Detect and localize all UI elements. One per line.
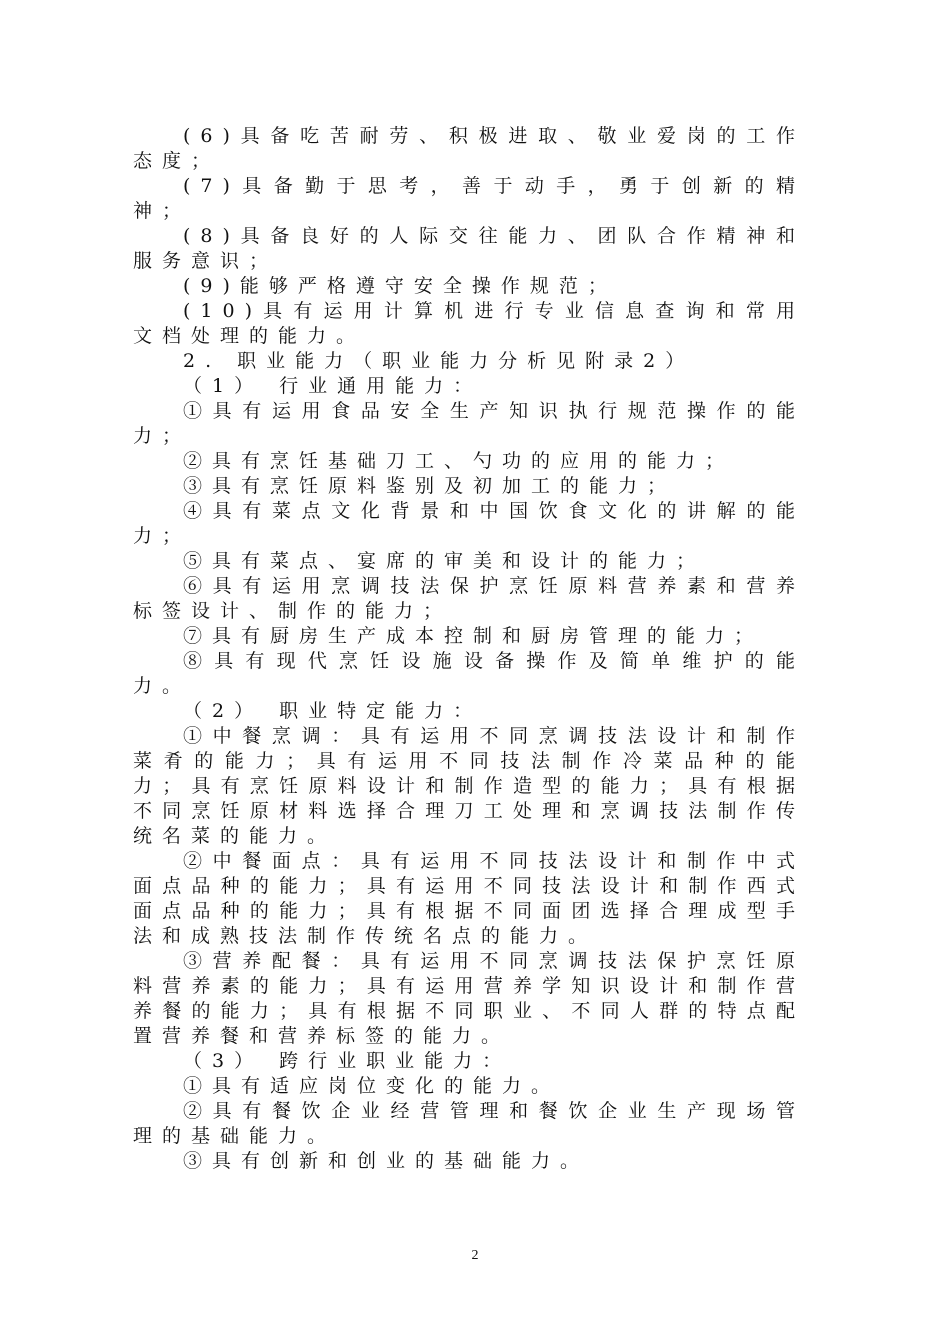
list-item-kitchen-management: ⑦具有厨房生产成本控制和厨房管理的能力； xyxy=(183,625,764,647)
subheading-general-ability: （1） 行业通用能力： xyxy=(183,375,483,397)
paragraph-computer: (10)具有运用计算机进行专业信息查询和常用文档处理的能力。 xyxy=(133,300,805,347)
list-item-food-safety: ①具有运用食品安全生产知识执行规范操作的能力； xyxy=(133,400,805,447)
list-item-business-management: ②具有餐饮企业经营管理和餐饮企业生产现场管理的基础能力。 xyxy=(133,1100,805,1147)
list-item-nutrition-label: ⑥具有运用烹调技法保护烹饪原料营养素和营养标签设计、制作的能力； xyxy=(133,575,805,622)
list-item-chinese-pastry: ②中餐面点：具有运用不同技法设计和制作中式面点品种的能力；具有运用不同技法设计和制作西式面点品种的能力；具有根据不同面团选择合理成型手法和成熟技法制作传统名点的能力。 xyxy=(133,850,805,947)
list-item-innovation: ③具有创新和创业的基础能力。 xyxy=(183,1150,590,1172)
paragraph-safety: (9)能够严格遵守安全操作规范； xyxy=(183,275,617,297)
paragraph-thinking: (7)具备勤于思考，善于动手，勇于创新的精神； xyxy=(133,175,805,222)
paragraph-teamwork: (8)具备良好的人际交往能力、团队合作精神和服务意识； xyxy=(133,225,805,272)
list-item-chinese-cooking: ①中餐烹调：具有运用不同烹调技法设计和制作菜肴的能力；具有运用不同技法制作冷菜品种的能力；具有烹饪原料设计和制作造型的能力；具有根据不同烹饪原材料选择合理刀工处理和烹调技法制作传统名菜的能力。 xyxy=(133,725,805,847)
list-item-banquet-design: ⑤具有菜点、宴席的审美和设计的能力； xyxy=(183,550,706,572)
subheading-specific-ability: （2） 职业特定能力： xyxy=(183,700,483,722)
list-item-food-culture: ④具有菜点文化背景和中国饮食文化的讲解的能力； xyxy=(133,500,805,547)
paragraph-attitude: (6)具备吃苦耐劳、积极进取、敬业爱岗的工作态度； xyxy=(133,125,805,172)
list-item-nutrition-catering: ③营养配餐：具有运用不同烹调技法保护烹饪原料营养素的能力；具有运用营养学知识设计和制作营养餐的能力；具有根据不同职业、不同人群的特点配置营养餐和营养标签的能力。 xyxy=(133,950,805,1047)
list-item-equipment-maintenance: ⑧具有现代烹饪设施设备操作及简单维护的能力。 xyxy=(133,650,805,697)
list-item-knife-skills: ②具有烹饪基础刀工、勺功的应用的能力； xyxy=(183,450,735,472)
list-item-ingredient-identification: ③具有烹饪原料鉴别及初加工的能力； xyxy=(183,475,677,497)
section-heading-vocational-ability: 2. 职业能力（职业能力分析见附录2） xyxy=(183,350,695,372)
list-item-adaptability: ①具有适应岗位变化的能力。 xyxy=(183,1075,561,1097)
page-number: 2 xyxy=(471,1248,479,1263)
subheading-cross-industry-ability: （3） 跨行业职业能力： xyxy=(183,1050,512,1072)
document-body xyxy=(133,124,805,1174)
